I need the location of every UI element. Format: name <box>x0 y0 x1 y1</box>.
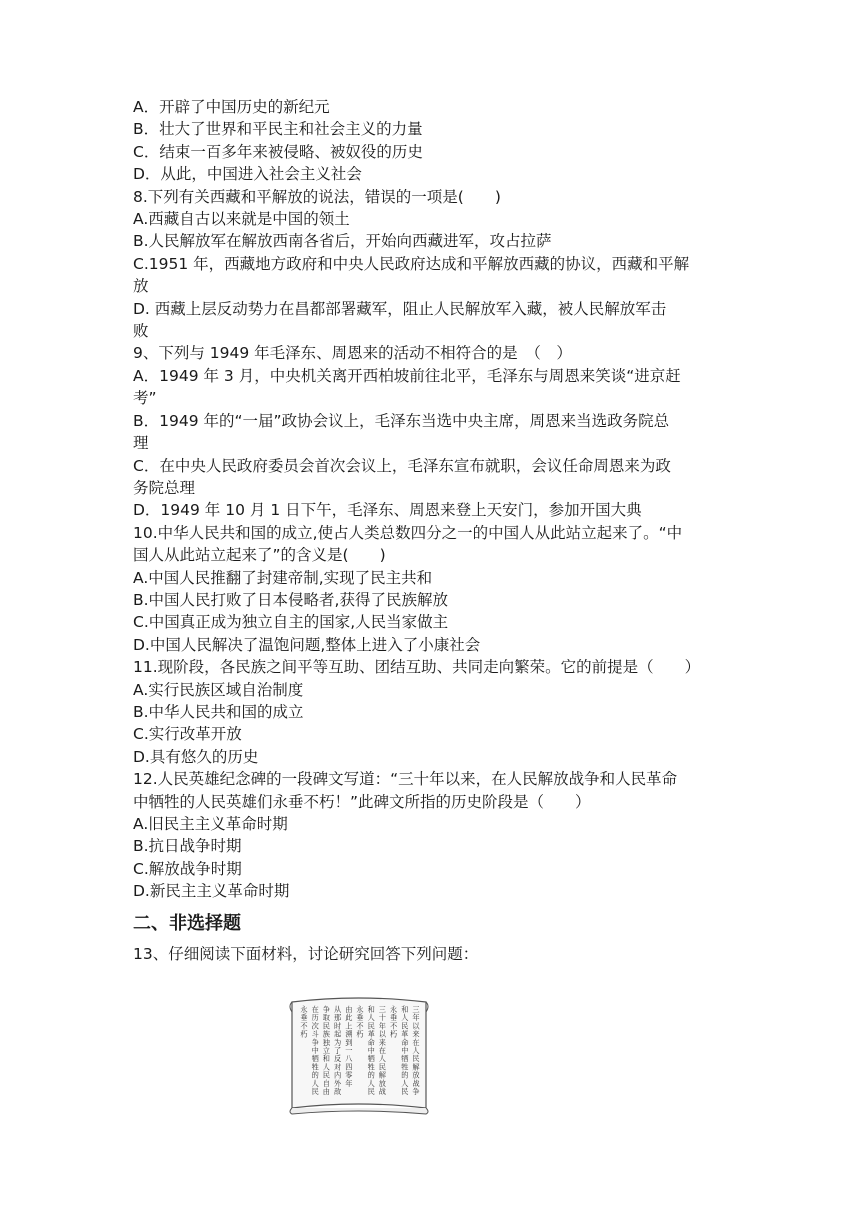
text-line: 8.下列有关西藏和平解放的说法，错误的一项是( ) <box>133 187 501 206</box>
inscription-char: 在 <box>412 1037 420 1047</box>
inscription-char: 中 <box>401 1046 409 1055</box>
inscription-char: 人 <box>367 1078 375 1088</box>
text-line: B.抗日战争时期 <box>133 837 242 856</box>
inscription-char: 民 <box>401 1087 409 1096</box>
inscription-char: 反 <box>333 1054 342 1064</box>
inscription-char: 从 <box>333 1005 342 1014</box>
inscription-char: 和 <box>322 1054 331 1064</box>
inscription-char: 一 <box>345 1046 353 1055</box>
inscription-char: 争 <box>311 1037 319 1047</box>
inscription-char: 牺 <box>401 1054 409 1064</box>
inscription-char: 人 <box>322 1062 331 1072</box>
inscription-char: 朽 <box>300 1029 308 1039</box>
inscription-char: 永 <box>300 1005 308 1014</box>
inscription-char: 在 <box>311 1005 319 1014</box>
text-line: 务院总理 <box>133 478 196 497</box>
text-line: D. 西藏上层反动势力在昌都部署藏军，阻止人民解放军入藏，被人民解放军击 <box>133 299 667 318</box>
inscription-char: 革 <box>367 1029 375 1039</box>
question-13: 13、仔细阅读下面材料，讨论研究回答下列问题： <box>133 944 479 963</box>
inscription-char: 为 <box>333 1037 342 1047</box>
inscription-char: 年 <box>345 1078 353 1088</box>
inscription-char: 命 <box>401 1037 409 1047</box>
inscription-char: 以 <box>378 1029 387 1039</box>
inscription-char: 取 <box>322 1013 331 1023</box>
inscription-char: 时 <box>333 1021 342 1031</box>
inscription-char: 斗 <box>311 1029 319 1039</box>
inscription-char: 对 <box>333 1062 342 1072</box>
inscription-char: 次 <box>311 1021 319 1031</box>
inscription-char: 放 <box>378 1078 387 1088</box>
text-line: D．1949 年 10 月 1 日下午，毛泽东、周恩来登上天安门，参加开国大典 <box>133 501 642 520</box>
inscription-char: 人 <box>311 1078 319 1088</box>
inscription-char: 起 <box>333 1029 342 1039</box>
inscription-char: 的 <box>401 1070 409 1080</box>
inscription-char: 外 <box>333 1078 342 1088</box>
inscription-char: 不 <box>300 1021 308 1031</box>
inscription-char: 人 <box>367 1013 375 1023</box>
text-line: 理 <box>133 434 149 453</box>
inscription-char: 民 <box>401 1021 409 1031</box>
monument-inscription-image <box>288 996 430 1116</box>
question-text-block <box>133 96 733 903</box>
inscription-char: 放 <box>412 1070 420 1080</box>
inscription-char: 民 <box>367 1021 375 1031</box>
inscription-char: 民 <box>378 1062 387 1072</box>
inscription-char: 人 <box>401 1078 409 1088</box>
inscription-char: 牲 <box>401 1062 409 1072</box>
inscription-char: 民 <box>412 1054 420 1064</box>
inscription-char: 了 <box>333 1046 342 1055</box>
inscription-char: 民 <box>367 1087 375 1096</box>
inscription-char: 战 <box>378 1087 387 1096</box>
text-line: 9、下列与 1949 年毛泽东、周恩来的活动不相符合的是 （ ） <box>133 344 572 363</box>
inscription-char: 溯 <box>345 1029 353 1039</box>
text-line: D.新民主主义革命时期 <box>133 882 290 901</box>
text-line: C.1951 年，西藏地方政府和中央人民政府达成和平解放西藏的协议，西藏和平解 <box>133 254 690 273</box>
inscription-char: 三 <box>378 1005 387 1014</box>
inscription-char: 解 <box>378 1070 387 1080</box>
text-line: D.具有悠久的历史 <box>133 747 259 766</box>
text-line: 考” <box>133 389 157 408</box>
inscription-char: 人 <box>412 1046 420 1055</box>
inscription-char: 八 <box>345 1054 353 1064</box>
inscription-char: 立 <box>322 1046 331 1055</box>
text-line: C.解放战争时期 <box>133 859 242 878</box>
inscription-char: 民 <box>311 1087 319 1096</box>
inscription-char: 由 <box>322 1087 331 1096</box>
text-line: 10.中华人民共和国的成立,使占人类总数四分之一的中国人从此站立起来了。“中 <box>133 523 683 542</box>
text-line: 12.人民英雄纪念碑的一段碑文写道：“三十年以来，在人民解放战争和人民革命 <box>133 770 678 789</box>
inscription-char: 民 <box>322 1021 331 1031</box>
inscription-char: 朽 <box>389 1029 398 1039</box>
inscription-char: 的 <box>311 1070 319 1080</box>
inscription-char: 来 <box>378 1037 387 1047</box>
scroll-illustration <box>288 996 430 1116</box>
inscription-char: 不 <box>389 1021 398 1031</box>
inscription-char: 解 <box>412 1062 420 1072</box>
inscription-char: 争 <box>412 1087 420 1096</box>
inscription-char: 族 <box>322 1029 331 1039</box>
text-line: 国人从此站立起来了”的含义是( ) <box>133 546 386 565</box>
inscription-char: 年 <box>378 1021 387 1031</box>
document-page <box>133 96 733 965</box>
inscription-char: 人 <box>401 1013 409 1023</box>
inscription-char: 永 <box>356 1005 364 1014</box>
text-line: C.中国真正成为独立自主的国家,人民当家做主 <box>133 613 449 632</box>
section-title: 二、非选择题 <box>133 912 241 934</box>
inscription-char: 人 <box>378 1054 387 1064</box>
inscription-char: 民 <box>322 1070 331 1080</box>
inscription-char: 永 <box>389 1005 398 1014</box>
inscription-char: 由 <box>345 1005 353 1014</box>
text-line: B．壮大了世界和平民主和社会主义的力量 <box>133 120 423 139</box>
text-line: A．1949 年 3 月，中央机关离开西柏坡前往北平，毛泽东与周恩来笑谈“进京赶 <box>133 366 681 385</box>
text-line: C．在中央人民政府委员会首次会议上，毛泽东宣布就职，会议任命周恩来为政 <box>133 456 671 475</box>
text-line: C.实行改革开放 <box>133 725 242 744</box>
inscription-char: 上 <box>345 1021 353 1031</box>
inscription-char: 自 <box>322 1078 331 1088</box>
inscription-char: 历 <box>311 1013 319 1023</box>
inscription-char: 十 <box>378 1013 387 1023</box>
text-line: A.西藏自古以来就是中国的领土 <box>133 210 350 229</box>
text-line: C．结束一百多年来被侵略、被奴役的历史 <box>133 142 423 161</box>
inscription-char: 牲 <box>367 1062 375 1072</box>
inscription-char: 在 <box>378 1046 387 1055</box>
text-line: A.旧民主主义革命时期 <box>133 815 288 833</box>
inscription-char: 牺 <box>311 1054 319 1064</box>
inscription-char: 和 <box>401 1005 409 1014</box>
text-line: B．1949 年的“一届”政协会议上，毛泽东当选中央主席，周恩来当选政务院总 <box>133 411 670 430</box>
text-line: B.人民解放军在解放西南各省后，开始向西藏进军，攻占拉萨 <box>133 232 552 251</box>
inscription-char: 那 <box>333 1013 342 1023</box>
inscription-char: 战 <box>412 1078 420 1088</box>
inscription-char: 垂 <box>356 1013 364 1023</box>
text-line: 11.现阶段，各民族之间平等互助、团结互助、共同走向繁荣。它的前提是（ ） <box>133 658 701 677</box>
inscription-char: 中 <box>311 1046 319 1055</box>
inscription-char: 垂 <box>300 1013 308 1023</box>
text-line: 败 <box>133 322 149 341</box>
text-line: 放 <box>133 277 149 296</box>
inscription-char: 的 <box>367 1070 375 1080</box>
inscription-char: 朽 <box>356 1029 364 1039</box>
inscription-char: 牺 <box>367 1054 375 1064</box>
inscription-char: 命 <box>367 1037 375 1047</box>
text-line: 中牺牲的人民英雄们永垂不朽！”此碑文所指的历史阶段是（ ） <box>133 792 591 811</box>
inscription-char: 不 <box>356 1021 364 1031</box>
inscription-char: 内 <box>333 1070 342 1080</box>
text-line: D．从此，中国进入社会主义社会 <box>133 165 362 184</box>
inscription-char: 三 <box>412 1005 420 1014</box>
text-line: A.中国人民推翻了封建帝制,实现了民主共和 <box>133 568 433 587</box>
inscription-char: 敌 <box>333 1087 342 1096</box>
text-line: A.实行民族区域自治制度 <box>133 680 304 699</box>
inscription-char: 此 <box>345 1013 353 1023</box>
text-line: D.中国人民解决了温饱问题,整体上进入了小康社会 <box>133 635 481 654</box>
inscription-char: 零 <box>345 1070 353 1080</box>
inscription-char: 来 <box>412 1029 420 1039</box>
inscription-char: 四 <box>345 1062 353 1072</box>
inscription-char: 中 <box>367 1046 375 1055</box>
inscription-char: 到 <box>345 1037 353 1047</box>
inscription-char: 革 <box>401 1029 409 1039</box>
inscription-char: 以 <box>412 1021 420 1031</box>
inscription-char: 独 <box>322 1037 331 1047</box>
text-line: B.中华人民共和国的成立 <box>133 702 304 721</box>
inscription-char: 年 <box>412 1013 420 1023</box>
text-line: B.中国人民打败了日本侵略者,获得了民族解放 <box>133 590 448 609</box>
inscription-char: 垂 <box>389 1013 398 1023</box>
inscription-char: 和 <box>367 1005 375 1014</box>
inscription-char: 牲 <box>311 1062 319 1072</box>
inscription-char: 争 <box>322 1005 331 1014</box>
text-line: A．开辟了中国历史的新纪元 <box>133 98 330 116</box>
